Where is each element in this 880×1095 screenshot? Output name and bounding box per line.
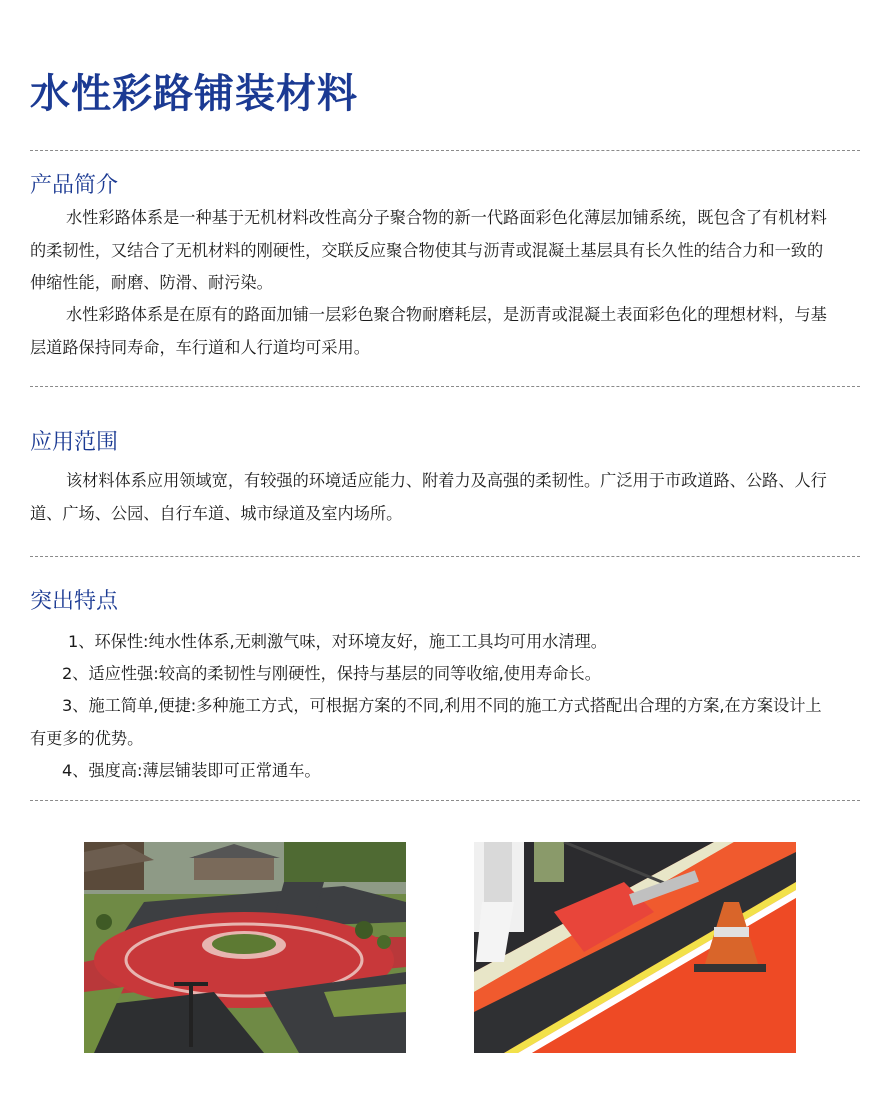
scope-paragraph: 该材料体系应用领域宽，有较强的环境适应能力、附着力及高强的柔韧性。广泛用于市政道路、公路、人行道、广场、公园、自行车道、城市绿道及室内场所。: [30, 471, 827, 523]
page-title: 水性彩路铺装材料: [30, 71, 358, 117]
roundabout-illustration: [84, 842, 406, 1053]
section-heading-features: 突出特点: [30, 589, 119, 614]
feature-item-2: 2、适应性强:较高的柔韧性与刚硬性，保持与基层的同等收缩,使用寿命长。: [62, 664, 601, 683]
feature-item-1: 1、环保性:纯水性体系,无刺激气味，对环境友好，施工工具均可用水清理。: [68, 632, 607, 651]
intro-paragraph-1: 水性彩路体系是一种基于无机材料改性高分子聚合物的新一代路面彩色化薄层加铺系统，既包含了有机材料的柔韧性，又结合了无机材料的刚硬性，交联反应聚合物使其与沥青或混凝土基层具有长久性的结合力和一致的伸缩性能，耐磨、防滑、耐污染。: [30, 208, 827, 292]
divider: [30, 150, 860, 151]
roundabout-photo: [84, 842, 406, 1053]
feature-item-4: 4、强度高:薄层铺装即可正常通车。: [62, 761, 321, 780]
divider: [30, 556, 860, 557]
intro-paragraph-2: 水性彩路体系是在原有的路面加铺一层彩色聚合物耐磨耗层，是沥青或混凝土表面彩色化的理想材料，与基层道路保持同寿命，车行道和人行道均可采用。: [30, 305, 827, 357]
feature-item-3: 3、施工简单,便捷:多种施工方式，可根据方案的不同,利用不同的施工方式搭配出合理的方案,在方案设计上有更多的优势。: [30, 696, 822, 748]
section-heading-scope: 应用范围: [30, 430, 119, 455]
painting-illustration: [474, 842, 796, 1053]
divider: [30, 800, 860, 801]
section-heading-intro: 产品简介: [30, 173, 119, 198]
painting-photo: [474, 842, 796, 1053]
divider: [30, 386, 860, 387]
